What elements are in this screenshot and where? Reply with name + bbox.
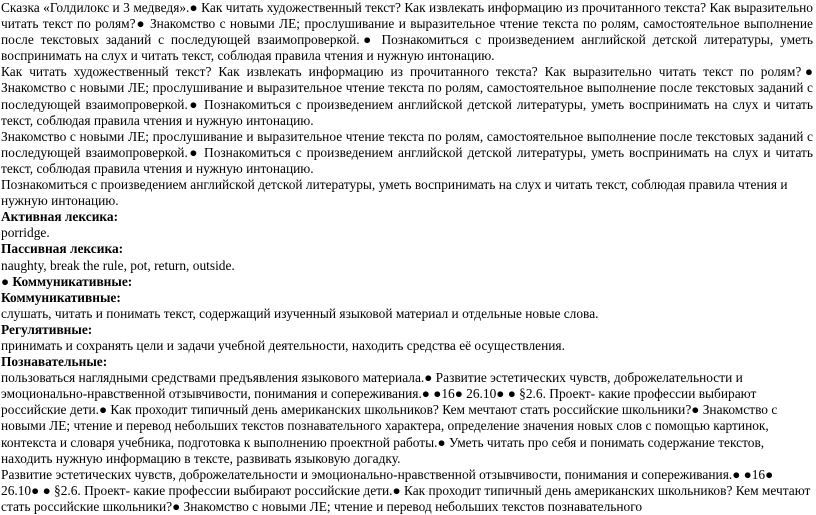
document-page: [1, 0, 813, 514]
paragraph-2: Как читать художественный текст? Как извлекать информацию из прочитанного текста? Как выразительно читать текст по ролям?● Знакомство с новыми ЛЕ; прослушивание и выразительное чтение текста по ролям, самостоятельное выполнение после текстовых заданий с последующей взаимопроверкой.● Познакомиться с произведением английской детской литературы, уметь воспринимать на слух и читать текст, соблюдая правила чтения и нужную интонацию.: [1, 64, 813, 128]
cognitive-text: пользоваться наглядными средствами предъявления языкового материала.● Развитие эстетических чувств, доброжелательности и эмоционально-нравственной отзывчивости, понимания и сопереживания.● ●16● 26.10● ● §2.6. Проект- какие профессии выбирают российские дети.● Как проходит типичный день американских школьников? Кем мечтают стать российские школьники?● Знакомство с новыми ЛЕ; чтение и перевод небольших текстов познавательного характера, определение значения новых слов с помощью картинок, контекста и словаря учебника, подготовка к выполнению проектной работы.● Уметь читать про себя и понимать содержание текстов, находить нужную информацию в тексте, развивать языковую догадку.: [1, 370, 778, 466]
paragraph-4: Познакомиться с произведением английской детской литературы, уметь воспринимать на слух и читать текст, соблюдая правила чтения и нужную интонацию.: [1, 177, 788, 209]
active-vocab-heading: Активная лексика:: [1, 209, 119, 225]
regulatory-heading: Регулятивные:: [1, 321, 93, 337]
communicative-bullet-heading: ● Коммуникативные:: [1, 273, 133, 289]
paragraph-3: Знакомство с новыми ЛЕ; прослушивание и выразительное чтение текста по ролям, самостоятельное выполнение после текстовых заданий с последующей взаимопроверкой.● Познакомиться с произведением английской детской литературы, уметь воспринимать на слух и читать текст, соблюдая правила чтения и нужную интонацию.: [1, 128, 813, 176]
paragraph-1: Сказка «Голдилокс и 3 медведя».● Как читать художественный текст? Как извлекать информацию из прочитанного текста? Как выразительно читать текст по ролям?● Знакомство с новыми ЛЕ; прослушивание и выразительное чтение текста по ролям, самостоятельное выполнение после текстовых заданий с последующей взаимопроверкой.● Познакомиться с произведением английской детской литературы, уметь воспринимать на слух и читать текст, соблюдая правила чтения и нужную интонацию.: [1, 0, 813, 64]
communicative-heading: Коммуникативные:: [1, 289, 121, 305]
communicative-text: слушать, читать и понимать текст, содержащий изученный языковой материал и отдельные новые слова.: [1, 305, 599, 321]
regulatory-text: принимать и сохранять цели и задачи учебной деятельности, находить средства её осуществления.: [1, 337, 565, 353]
final-paragraph: Развитие эстетических чувств, доброжелательности и эмоционально-нравственной отзывчивости, понимания и сопереживания.● ●16● 26.10● ● §2.6. Проект- какие профессии выбирают российские дети.● Как проходит типичный день американских школьников? Кем мечтают стать российские школьники?● Знакомство с новыми ЛЕ; чтение и перевод небольших текстов познавательного: [1, 466, 811, 514]
passive-vocab-heading: Пассивная лексика:: [1, 241, 124, 257]
passive-vocab-text: naughty, break the rule, pot, return, outside.: [1, 257, 235, 273]
active-vocab-text: porridge.: [1, 225, 50, 241]
cognitive-heading: Познавательные:: [1, 354, 108, 370]
